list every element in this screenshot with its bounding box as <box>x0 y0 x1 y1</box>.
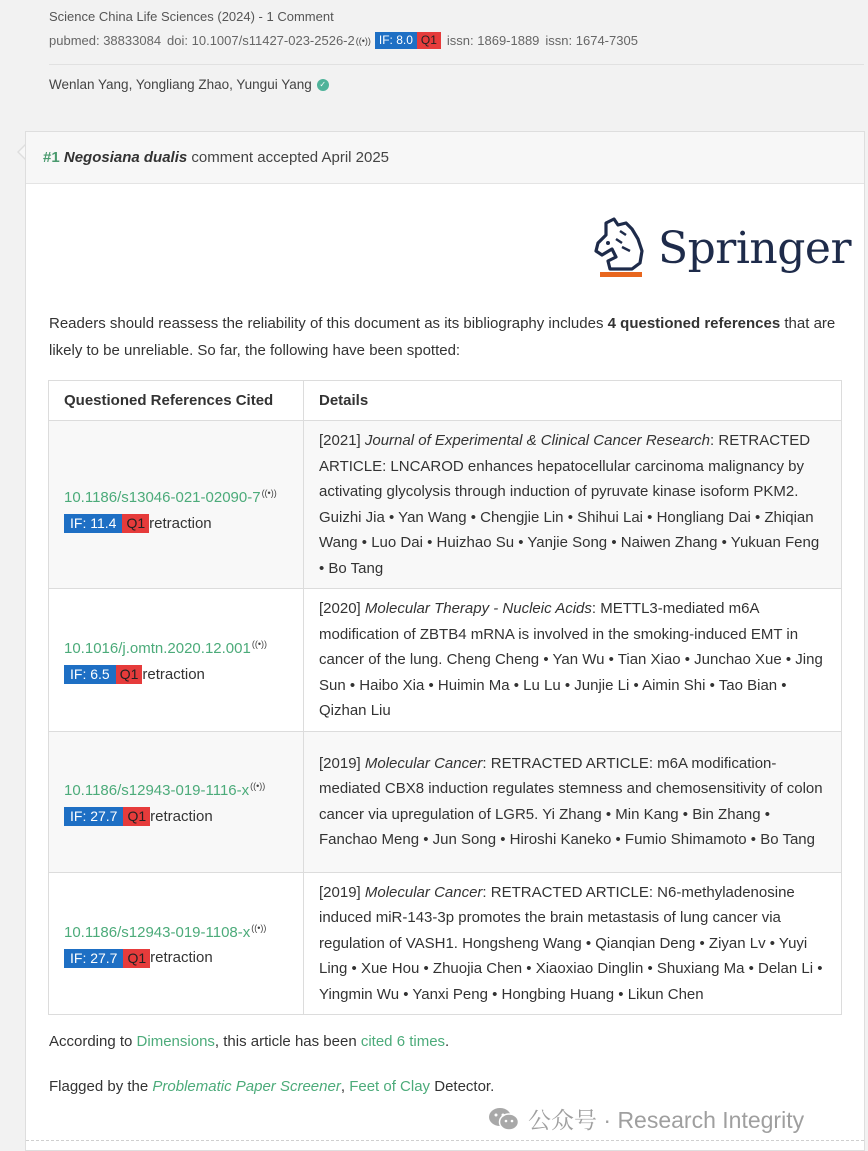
reference-details: : METTL3-mediated m6A modification of ZBTB4 mRNA is involved in the smoking-induced EMT in cancer of the lung. Cheng Cheng • Yan Wu • Tian Xiao • Junchao Xue • Jing Sun • Haibo Xia • Huimin Ma • Lu Lu • Junjie Li • Aimin Shi • Tao Bian • Qizhan Liu <box>319 600 823 719</box>
commenter-name: Negosiana dualis <box>63 149 188 166</box>
citation-text: According to <box>49 1033 137 1050</box>
details-cell <box>304 731 842 872</box>
intro-text-end: that are likely to be unreliable. So far, the following have been spotted: <box>49 315 836 359</box>
impact-factor-badge <box>64 949 150 968</box>
reference-badges <box>64 804 288 830</box>
table-row <box>49 872 842 1015</box>
intro-text: Readers should reassess the reliability of this document as its bibliography includes <box>49 315 608 332</box>
impact-factor-badge <box>64 807 150 826</box>
reference-doi-link[interactable]: 10.1016/j.omtn.2020.12.001 <box>64 640 251 658</box>
quartile: Q1 <box>122 514 149 533</box>
intro-paragraph <box>49 310 839 364</box>
flagged-text: Flagged by the <box>49 1078 153 1095</box>
reference-year: [2019] <box>319 883 365 901</box>
problematic-paper-screener-link[interactable]: Problematic Paper Screener <box>152 1078 341 1095</box>
identifiers-line <box>49 32 638 49</box>
quartile: Q1 <box>417 32 441 49</box>
dimensions-link[interactable]: Dimensions <box>136 1033 215 1050</box>
reference-type: retraction <box>142 665 205 683</box>
impact-factor-badge <box>64 665 142 684</box>
authors-text[interactable]: Wenlan Yang, Yongliang Zhao, Yungui Yang <box>49 77 312 92</box>
broadcast-icon[interactable]: ((•)) <box>251 639 267 650</box>
quartile: Q1 <box>123 807 150 826</box>
reference-doi-link[interactable]: 10.1186/s13046-021-02090-7 <box>64 489 261 506</box>
reference-cell <box>49 421 304 589</box>
reference-badges <box>64 511 288 537</box>
watermark <box>488 1102 804 1135</box>
authors <box>49 77 329 92</box>
details-cell <box>304 421 842 589</box>
verified-icon: ✓ <box>317 79 329 91</box>
publisher-name: Springer <box>658 223 851 274</box>
impact-factor: IF: 6.5 <box>64 665 116 684</box>
reference-doi-link[interactable]: 10.1186/s12943-019-1108-x <box>64 923 251 941</box>
journal-line: Science China Life Sciences (2024) - 1 Comment <box>49 9 334 24</box>
reference-type: retraction <box>149 514 212 532</box>
reference-badges <box>64 945 288 971</box>
table-row <box>49 731 842 872</box>
reference-type: retraction <box>150 949 213 967</box>
reference-details: : RETRACTED ARTICLE: N6-methyladenosine induced miR-143-3p promotes the brain metastasis of lung cancer via regulation of VASH1. Hongsheng Wang • Qianqian Deng • Ziyan Lv • Yuyi Ling • Xue Hou • Zhuojia Chen • Xiaoxiao Dinglin • Shuxiang Ma • Delan Li • Yingmin Wu • Yanxi Peng • Hongbing Huang • Likun Chen <box>319 883 823 1003</box>
article-doi[interactable]: doi: 10.1007/s11427-023-2526-2 <box>167 33 355 48</box>
reference-journal: Molecular Therapy - Nucleic Acids <box>364 600 592 617</box>
broadcast-icon[interactable]: ((•)) <box>251 922 267 933</box>
impact-factor: IF: 8.0 <box>375 32 417 49</box>
comment-card <box>25 131 865 1151</box>
citation-text-middle: , this article has been <box>214 1033 361 1050</box>
impact-factor-badge <box>375 32 441 49</box>
reference-year: [2019] <box>319 754 365 772</box>
reference-cell <box>49 731 304 872</box>
impact-factor: IF: 11.4 <box>64 514 122 533</box>
citation-line <box>49 1033 449 1050</box>
comment-number[interactable]: #1 <box>43 149 60 166</box>
issn-online: issn: 1674-7305 <box>545 33 638 48</box>
table-row <box>49 421 842 589</box>
broadcast-icon[interactable]: ((•)) <box>261 488 277 498</box>
broadcast-icon[interactable]: ((•)) <box>250 781 266 791</box>
details-cell <box>304 872 842 1015</box>
flagged-text-end: Detector. <box>430 1078 495 1095</box>
table-header-row <box>49 381 842 421</box>
feet-of-clay-link[interactable]: Feet of Clay <box>349 1078 431 1095</box>
reference-journal: Molecular Cancer <box>364 883 483 901</box>
broadcast-icon[interactable]: ((•)) <box>355 35 371 46</box>
comment-status: comment accepted April 2025 <box>191 149 390 166</box>
table-row <box>49 589 842 732</box>
reference-details: : RETRACTED ARTICLE: LNCAROD enhances hepatocellular carcinoma malignancy by activating glycolysis through induction of pyruvate kinase isoform PKM2. Guizhi Jia • Yan Wang • Chengjie Lin • Shihui Lai • Hongliang Dai • Zhiqian Wang • Luo Dai • Huizhao Su • Yanjie Song • Naiwen Zhang • Yukuan Feng • Bo Tang <box>319 432 820 577</box>
reference-details: : RETRACTED ARTICLE: m6A modification-mediated CBX8 induction regulates stemness and chemosensitivity of colon cancer via upregulation of LGR5. Yi Zhang • Min Kang • Bin Zhang • Fanchao Meng • Jun Song • Hiroshi Kaneko • Fumio Shimamoto • Bo Tang <box>319 754 823 848</box>
pubmed-id[interactable]: pubmed: 38833084 <box>49 33 162 48</box>
column-header-details: Details <box>304 381 842 421</box>
impact-factor: IF: 27.7 <box>64 807 123 826</box>
divider <box>26 1140 864 1141</box>
wechat-icon <box>488 1106 520 1132</box>
flagged-separator: , <box>340 1078 350 1095</box>
reference-year: [2020] <box>319 600 365 617</box>
impact-factor: IF: 27.7 <box>64 949 123 968</box>
springer-horse-icon <box>592 217 652 281</box>
questioned-references-table <box>48 380 842 1015</box>
reference-journal: Journal of Experimental & Clinical Cancer Research <box>364 432 711 449</box>
reference-doi-link[interactable]: 10.1186/s12943-019-1116-x <box>64 782 250 799</box>
issn-print: issn: 1869-1889 <box>446 33 540 48</box>
springer-logo <box>592 217 851 281</box>
divider <box>49 64 864 65</box>
questioned-count: 4 questioned references <box>607 315 781 332</box>
citation-text-end: . <box>445 1033 450 1050</box>
comment-header <box>26 132 864 184</box>
reference-badges <box>64 662 288 688</box>
reference-type: retraction <box>150 807 213 825</box>
quartile: Q1 <box>123 949 150 968</box>
reference-year: [2021] <box>319 432 365 449</box>
watermark-text: 公众号 · Research Integrity <box>528 1107 805 1133</box>
reference-cell <box>49 589 304 732</box>
column-header-references: Questioned References Cited <box>49 381 304 421</box>
impact-factor-badge <box>64 514 149 533</box>
quartile: Q1 <box>116 665 143 684</box>
flagged-line <box>49 1078 494 1095</box>
reference-journal: Molecular Cancer <box>364 754 483 772</box>
cited-count-link[interactable]: cited 6 times <box>360 1033 446 1050</box>
details-cell <box>304 589 842 732</box>
reference-cell <box>49 872 304 1015</box>
